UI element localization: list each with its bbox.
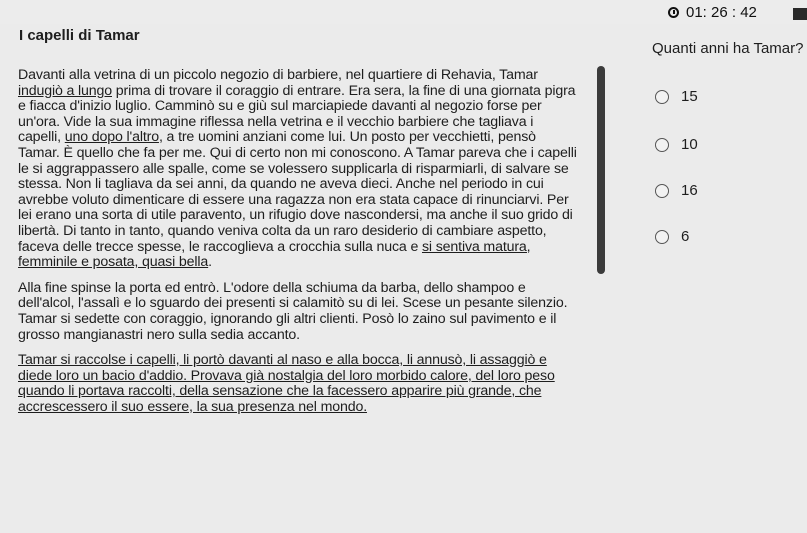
underlined-text: si sentiva matura, femminile e posata, quasi bella (18, 238, 531, 271)
passage-scrollbar[interactable] (597, 66, 605, 274)
answer-label: 16 (681, 182, 698, 199)
radio-button[interactable] (655, 90, 669, 104)
passage-paragraph (18, 68, 578, 271)
passage-text: Alla fine spinse la porta ed entrò. L'odore della schiuma da barba, dello shampoo e dell'alcol, l'assalì e lo sguardo dei presenti si calamitò su di lei. Scese un pesante silenzio. Tamar si sedette con coraggio, ignorando gli altri clienti. Posò lo zaino sul pavimento e il grosso mangianastri nero sulla sedia accanto. (18, 279, 568, 343)
answer-label: 15 (681, 88, 698, 105)
reading-passage (18, 68, 578, 425)
passage-paragraph (18, 353, 578, 415)
answer-option-2[interactable] (655, 136, 698, 153)
underlined-text: indugiò a lungo (18, 82, 112, 99)
answer-label: 10 (681, 136, 698, 153)
radio-button[interactable] (655, 184, 669, 198)
passage-text: Davanti alla vetrina di un piccolo negozio di barbiere, nel quartiere di Rehavia, Tamar (18, 67, 538, 83)
radio-button[interactable] (655, 138, 669, 152)
timer (668, 3, 757, 21)
answer-option-3[interactable] (655, 182, 698, 199)
passage-paragraph (18, 281, 578, 343)
answer-option-4[interactable] (655, 228, 689, 245)
underlined-text: Tamar si raccolse i capelli, li portò davanti al naso e alla bocca, li annusò, li assaggiò e diede loro un bacio d'addio. Provava già nostalgia del loro morbido calore, del loro peso quando li portava raccolti, della sensazione che la facessero apparire più grande, che accrescessero il suo essere, la sua presenza nel mondo. (18, 352, 555, 415)
timer-value: 01: 26 : 42 (686, 3, 757, 21)
answer-label: 6 (681, 228, 690, 245)
radio-button[interactable] (655, 230, 669, 244)
answer-option-1[interactable] (655, 88, 698, 105)
clock-icon (668, 7, 679, 18)
question-text: Quanti anni ha Tamar? (652, 40, 804, 57)
underlined-text: uno dopo l'altro (64, 129, 159, 146)
top-bar (0, 0, 807, 24)
passage-title: I capelli di Tamar (19, 27, 140, 44)
passage-text: , a tre uomini anziani come lui. Un posto per vecchietti, pensò Tamar. È quello che fa per me. Qui di certo non mi conoscono. A Tamar pareva che i capelli le si aggrappassero alle spalle, come se volessero supplicarla di risparmiarli, di salvare se stessa. Non li tagliava da sei anni, da quando ne aveva dieci. Anche nel periodo in cui avrebbe voluto dimenticare di essere una ragazza non era stata capace di rinunciarvi. Per lei erano una sorta di utile paravento, un rifugio dove nascondersi, ma anche il suo grido di libertà. Di tanto in tanto, quando veniva colta da un raro desiderio di cambiare aspetto, faceva delle trecce spesse, le raccoglieva a crocchia sulla nuca e (18, 129, 577, 255)
passage-text: . (208, 254, 212, 271)
corner-tab[interactable] (793, 8, 807, 20)
passage-text: prima di trovare il coraggio di entrare. Era sera, la fine di una giornata pigra e fiacca d'inizio luglio. Camminò su e giù sul marciapiede davanti al negozio forse per un'ora. Vide la sua immagine riflessa nella vetrina e il vecchio barbiere che tagliava i capelli, (18, 82, 576, 146)
